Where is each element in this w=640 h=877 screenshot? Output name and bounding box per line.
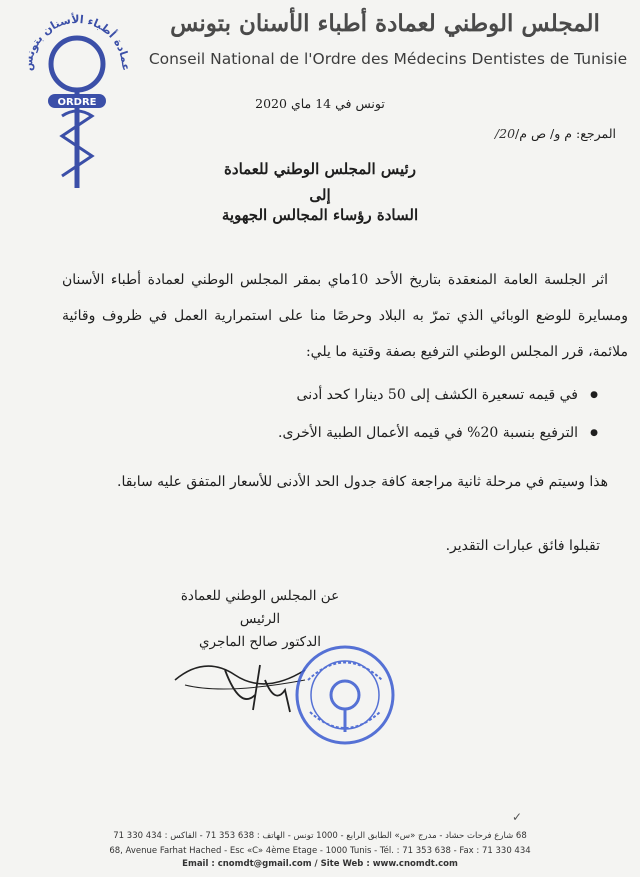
council-arabic-title: المجلس الوطني لعمادة أطباء الأسنان بتونس [170,10,600,37]
signature-name: الدكتور صالح الماجري [198,634,322,650]
reference-number: 20/ [494,126,516,141]
closing-line: تقبلوا فائق عبارات التقدير. [445,538,600,554]
svg-text:ORDRE: ORDRE [57,97,97,108]
body-paragraph-1: اثر الجلسة العامة المنعقدة بتاريخ الأحد 10ماي بمقر المجلس الوطني لعمادة أطباء الأسنان ومسايرة للوضع الوبائي الذي تمرّ به البلاد وحرصًا منا على استمرارية العمل في ظروف وقائية ملائمة، قرر المجلس الوطني الترفيع بصفة وقتية ما يلي: [62,272,628,360]
footer-address-french: 68, Avenue Farhat Hached - Esc «C» 4ème Etage - 1000 Tunis - Tél. : 71 353 638 - Fax : 71 330 434 [109,846,531,856]
signature-title: الرئيس [239,611,281,627]
letter-reference [495,126,616,141]
letter-date: تونس في 14 ماي 2020 [255,96,385,111]
decision-list [60,380,598,456]
official-stamp-icon [290,640,400,750]
decision-item-1: ● في قيمه تسعيرة الكشف إلى 50 دينارا كحد أدنى [60,380,598,418]
corner-mark-icon: ✓ [512,810,523,824]
sender-line: رئيس المجلس الوطني للعمادة [224,160,416,178]
signature-on-behalf: عن المجلس الوطني للعمادة [180,588,340,604]
footer-address-arabic: 68 شارع فرحات حشاد - مدرج «س» الطابق الرابع - 1000 تونس - الهاتف : 638 353 71 - الفاكس : 434 330 71 [113,831,527,841]
body-paragraph-2: هذا وسيتم في مرحلة ثانية مراجعة كافة جدول الحد الأدنى للأسعار المتفق عليه سابقا. [117,474,608,490]
to-line: إلى [309,186,331,204]
footer-contact: Email : cnomdt@gmail.com / Site Web : www.cnomdt.com [182,859,458,869]
council-french-title: Conseil National de l'Ordre des Médecins Dentistes de Tunisie [148,50,628,68]
recipients-line: السادة رؤساء المجالس الجهوية [221,206,419,224]
decision-item-2: ● الترفيع بنسبة 20% في قيمه الأعمال الطبية الأخرى. [60,418,598,456]
svg-text:عمادة أطباء الأسنان بتونس: عمادة أطباء الأسنان بتونس [21,12,133,72]
reference-label: المرجع: م و/ ص م/ [515,126,616,141]
